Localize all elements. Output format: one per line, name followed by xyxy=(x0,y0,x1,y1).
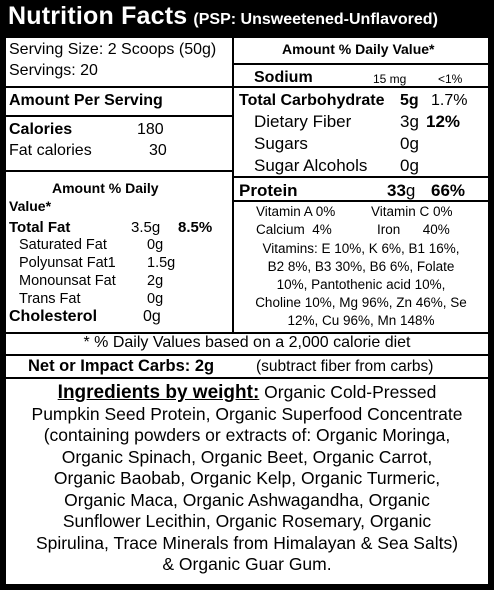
title-main: Nutrition Facts xyxy=(8,2,188,30)
saturated-fat-amount: 0g xyxy=(147,237,164,253)
sugar-alcohols-amount: 0g xyxy=(400,156,419,175)
divider xyxy=(234,200,488,202)
ingredients-line-8: & Organic Guar Gum. xyxy=(162,554,332,574)
polyunsat-fat-label: Polyunsat Fat1 xyxy=(19,255,116,271)
servings-count: Servings: 20 xyxy=(9,62,98,79)
net-carbs-note: (subtract fiber from carbs) xyxy=(256,358,434,375)
sodium-label: Sodium xyxy=(254,69,313,86)
ingredients-first: Organic Cold-Pressed xyxy=(264,382,437,402)
ingredients-line-6: Sunflower Lecithin, Organic Rosemary, Organic xyxy=(62,511,432,531)
divider xyxy=(6,115,232,117)
calories-value: 180 xyxy=(137,121,164,138)
sugars-amount: 0g xyxy=(400,134,419,153)
nutrition-title xyxy=(8,2,438,36)
amount-dv-header: Amount % Daily Value* xyxy=(282,41,435,57)
fat-calories-value: 30 xyxy=(149,142,167,159)
vitamins-line-4: Choline 10%, Mg 96%, Zn 46%, Se xyxy=(255,295,467,310)
ingredients-line-5: Organic Maca, Organic Ashwagandha, Organic xyxy=(64,489,430,510)
monounsat-fat-amount: 2g xyxy=(147,273,164,289)
protein-panel xyxy=(234,178,488,332)
protein-unit: g xyxy=(405,181,416,200)
sodium-amount: 15 mg xyxy=(373,72,407,86)
sugars-label: Sugars xyxy=(254,134,308,153)
ingredients-text xyxy=(6,382,488,576)
total-fat-amount: 3.5g xyxy=(131,219,161,236)
vitamins-line-5: 12%, Cu 96%, Mn 148% xyxy=(287,313,435,328)
net-carbs-panel xyxy=(6,356,488,377)
calories-label: Calories xyxy=(9,121,73,138)
iron: Iron 40% xyxy=(377,222,450,237)
title-sub: (PSP: Unsweetened-Unflavored) xyxy=(193,11,438,28)
dietary-fiber-amount: 3g xyxy=(400,112,419,131)
serving-size: Serving Size: 2 Scoops (50g) xyxy=(9,41,217,58)
protein-value: 33 xyxy=(387,181,406,200)
protein-dv: 66% xyxy=(431,181,466,200)
total-fat-label: Total Fat xyxy=(9,219,71,236)
divider xyxy=(234,63,488,65)
cholesterol-amount: 0g xyxy=(143,308,161,325)
ingredients-line-3: Organic Spinach, Organic Beet, Organic Carrot, xyxy=(61,446,433,467)
carbohydrate-panel xyxy=(234,88,488,176)
ingredients-line-2: (containing powders or extracts of: Organic Moringa, xyxy=(43,425,451,445)
fat-calories-label: Fat calories xyxy=(9,142,92,159)
calcium: Calcium 4% xyxy=(256,222,332,237)
amount-daily-header: Amount % Daily xyxy=(52,180,159,196)
sodium-dv: <1% xyxy=(438,72,463,86)
serving-panel xyxy=(6,38,232,86)
trans-fat-amount: 0g xyxy=(147,291,164,307)
sodium-panel xyxy=(234,38,488,86)
ingredients-line-7: Spirulina, Trace Minerals from Himalayan & Sea Salts) xyxy=(35,532,459,553)
sugar-alcohols-label: Sugar Alcohols xyxy=(254,156,368,175)
ingredients-line-4: Organic Baobab, Organic Kelp, Organic Turmeric, xyxy=(53,468,441,488)
ingredients-line-0 xyxy=(6,382,488,404)
daily-values-footnote: * % Daily Values based on a 2,000 calorie diet xyxy=(83,334,411,351)
ingredients-line-1: Pumpkin Seed Protein, Organic Superfood Concentrate xyxy=(31,403,463,424)
protein-label: Protein xyxy=(239,181,298,200)
dietary-fiber-label: Dietary Fiber xyxy=(254,112,352,131)
net-carbs-label: Net or Impact Carbs: 2g xyxy=(28,357,215,375)
polyunsat-fat-amount: 1.5g xyxy=(147,255,176,271)
total-carb-amount: 5g xyxy=(400,92,419,109)
value-header: Value* xyxy=(9,198,52,214)
protein-amount xyxy=(387,181,415,201)
footnote-panel xyxy=(6,334,488,354)
total-fat-dv: 8.5% xyxy=(178,219,213,236)
monounsat-fat-label: Monounsat Fat xyxy=(19,273,116,289)
fats-panel xyxy=(6,172,232,332)
total-carb-label: Total Carbohydrate xyxy=(239,92,385,109)
vitamins-line-2: B2 8%, B3 30%, B6 6%, Folate xyxy=(267,259,455,274)
vitamins-line-3: 10%, Pantothenic acid 10%, xyxy=(276,277,446,292)
calories-panel xyxy=(6,88,232,170)
vitamin-a: Vitamin A 0% xyxy=(256,204,336,219)
vitamin-c: Vitamin C 0% xyxy=(371,204,453,219)
vitamins-line-1: Vitamins: E 10%, K 6%, B1 16%, xyxy=(262,241,460,256)
trans-fat-label: Trans Fat xyxy=(19,291,81,307)
cholesterol-label: Cholesterol xyxy=(9,308,98,325)
saturated-fat-label: Saturated Fat xyxy=(19,237,107,253)
total-carb-dv: 1.7% xyxy=(431,92,468,109)
dietary-fiber-dv: 12% xyxy=(426,112,461,131)
amount-per-serving: Amount Per Serving xyxy=(9,92,163,109)
ingredients-heading: Ingredients by weight: xyxy=(57,382,260,403)
